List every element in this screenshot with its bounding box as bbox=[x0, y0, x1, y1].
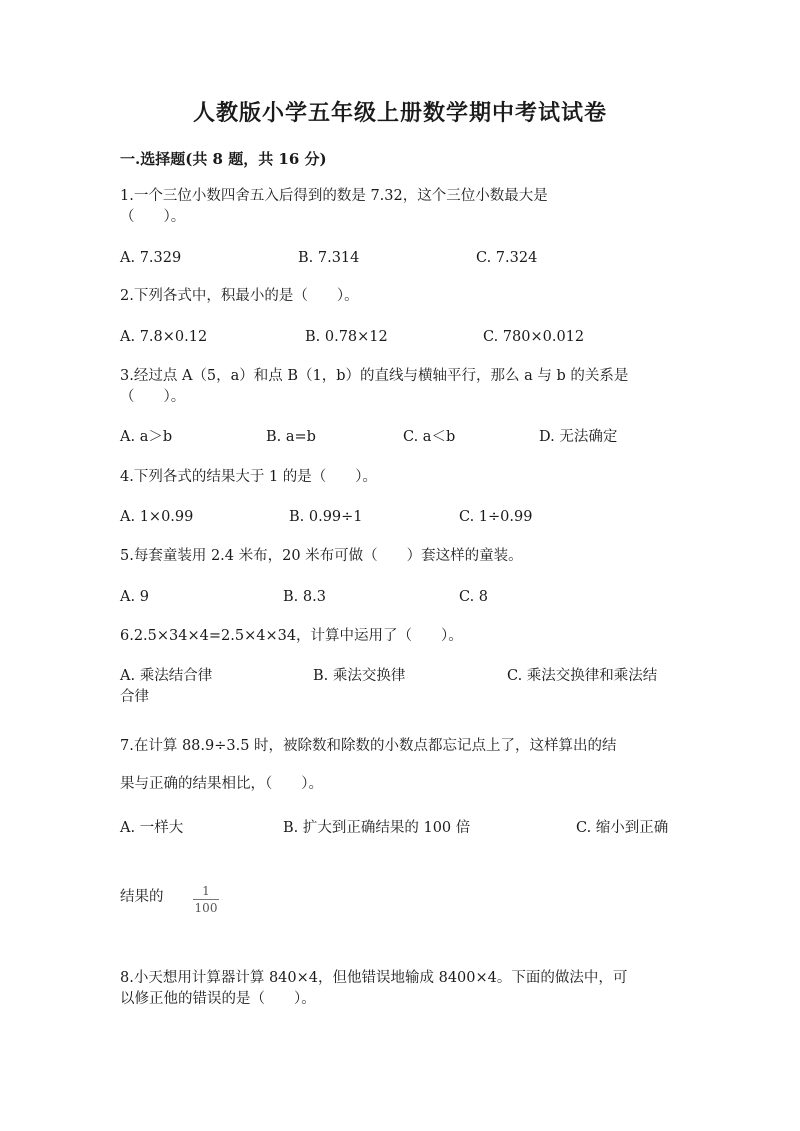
question-2-option-b[interactable]: B. 0.78×12 bbox=[305, 329, 388, 345]
question-4 bbox=[120, 467, 680, 488]
question-5-option-c[interactable]: C. 8 bbox=[459, 589, 489, 605]
question-5-option-b[interactable]: B. 8.3 bbox=[283, 589, 326, 605]
question-8 bbox=[120, 968, 680, 1010]
question-1-text: 1.一个三位小数四舍五入后得到的数是 7.32，这个三位小数最大是 bbox=[120, 188, 548, 204]
question-2-option-c[interactable]: C. 780×0.012 bbox=[483, 329, 585, 345]
question-7-option-c[interactable]: C. 缩小到正确 bbox=[576, 820, 669, 836]
question-4-option-b[interactable]: B. 0.99÷1 bbox=[289, 509, 363, 525]
fraction-one-hundredth bbox=[193, 884, 219, 915]
question-3-option-c[interactable]: C. a＜b bbox=[403, 429, 456, 445]
question-2-text: 2.下列各式中，积最小的是（ ）。 bbox=[120, 288, 359, 304]
question-3-text-cont: （ ）。 bbox=[120, 389, 186, 405]
question-1-option-b[interactable]: B. 7.314 bbox=[298, 250, 360, 266]
section-heading: 一.选择题(共 8 题，共 16 分) bbox=[120, 150, 327, 168]
question-1-option-c[interactable]: C. 7.324 bbox=[476, 250, 538, 266]
question-6 bbox=[120, 626, 680, 647]
question-6-option-c[interactable]: C. 乘法交换律和乘法结 bbox=[507, 668, 658, 684]
question-4-option-c[interactable]: C. 1÷0.99 bbox=[459, 509, 533, 525]
question-3-option-d[interactable]: D. 无法确定 bbox=[539, 429, 618, 445]
question-8-text: 8.小天想用计算器计算 840×4，但他错误地输成 8400×4。下面的做法中，可 bbox=[120, 970, 628, 986]
question-3 bbox=[120, 366, 680, 408]
question-5 bbox=[120, 546, 680, 567]
question-2-option-a[interactable]: A. 7.8×0.12 bbox=[120, 329, 208, 345]
question-7-text-cont: 果与正确的结果相比，（ ）。 bbox=[120, 776, 323, 792]
question-6-option-b[interactable]: B. 乘法交换律 bbox=[313, 668, 406, 684]
question-6-text: 6.2.5×34×4=2.5×4×34，计算中运用了（ ）。 bbox=[120, 628, 463, 644]
question-5-option-a[interactable]: A. 9 bbox=[120, 589, 149, 605]
question-3-option-b[interactable]: B. a=b bbox=[266, 429, 316, 445]
question-6-option-a[interactable]: A. 乘法结合律 bbox=[120, 668, 213, 684]
question-1-option-a[interactable]: A. 7.329 bbox=[120, 250, 182, 266]
question-4-option-a[interactable]: A. 1×0.99 bbox=[120, 509, 194, 525]
question-8-text-cont: 以修正他的错误的是（ ）。 bbox=[120, 991, 316, 1007]
exam-title: 人教版小学五年级上册数学期中考试试卷 bbox=[192, 100, 607, 126]
question-7-option-b[interactable]: B. 扩大到正确结果的 100 倍 bbox=[283, 820, 471, 836]
question-1 bbox=[120, 186, 680, 228]
question-3-option-a[interactable]: A. a＞b bbox=[120, 429, 173, 445]
question-7-option-a[interactable]: A. 一样大 bbox=[120, 820, 184, 836]
question-7 bbox=[120, 727, 680, 803]
question-5-text: 5.每套童装用 2.4 米布，20 米布可做（ ）套这样的童装。 bbox=[120, 548, 523, 564]
question-7-text: 7.在计算 88.9÷3.5 时，被除数和除数的小数点都忘记点上了，这样算出的结 bbox=[120, 738, 617, 754]
fraction-numerator: 1 bbox=[202, 884, 210, 898]
fraction-denominator: 100 bbox=[194, 901, 218, 915]
question-1-text-cont: （ ）。 bbox=[120, 209, 186, 225]
question-7-option-c-cont: 结果的 bbox=[120, 889, 164, 905]
question-3-text: 3.经过点 A（5，a）和点 B（1，b）的直线与横轴平行，那么 a 与 b 的关系是 bbox=[120, 368, 629, 384]
question-4-text: 4.下列各式的结果大于 1 的是（ ）。 bbox=[120, 469, 378, 485]
question-6-option-c-cont: 合律 bbox=[120, 689, 149, 705]
question-2 bbox=[120, 286, 680, 307]
fraction-bar bbox=[193, 899, 219, 900]
